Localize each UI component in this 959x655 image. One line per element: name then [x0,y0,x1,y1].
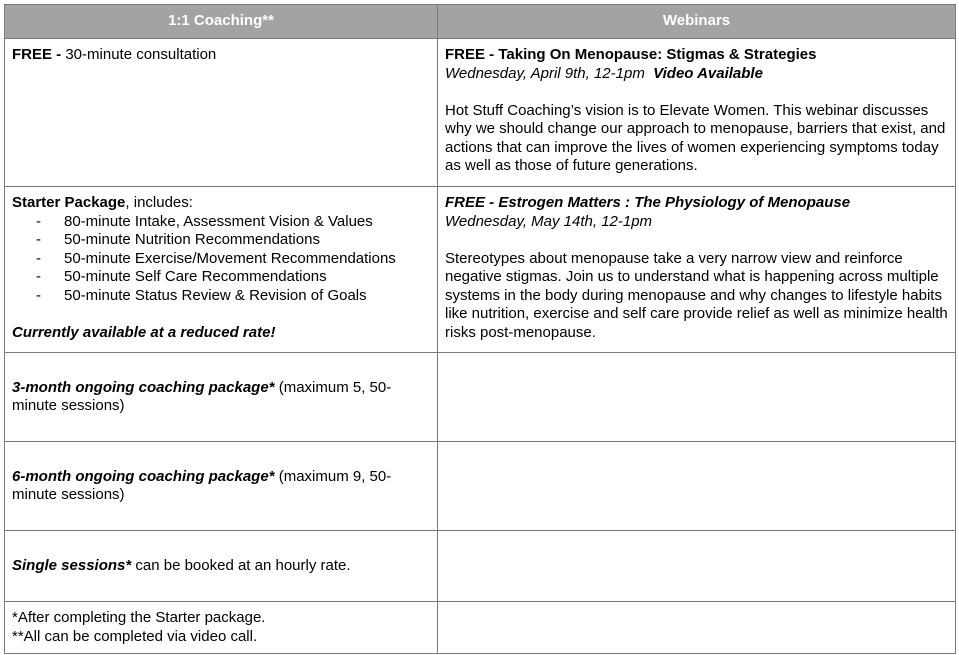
six-month-package-text: (maximum 9, 50-minute sessions) [12,467,392,503]
starter-package-title: Starter Package [12,194,126,211]
reduced-rate-note: Currently available at a reduced rate! [12,323,276,341]
consultation-prefix: FREE - [12,46,62,63]
webinar-2-cell [438,187,956,353]
webinar-2-date: Wednesday, May 14th, 12-1pm [445,212,653,230]
single-sessions-text: can be booked at an hourly rate. [131,556,351,574]
services-table [4,4,956,654]
six-month-package-cell [5,442,438,531]
single-sessions-cell [5,531,438,602]
table-row [5,353,956,442]
webinar-1-description: Hot Stuff Coaching’s vision is to Elevate Women. This webinar discusses why we should change our approach to menopause, barriers that exist, and actions that can improve the lives of women experiencing symptoms today as well as those of future generations. [445,101,946,174]
list-item: - 50-minute Self Care Recommendations [31,268,430,287]
webinar-1-title: FREE - Taking On Menopause: Stigmas & Strategies [445,46,817,63]
empty-cell [438,353,956,442]
starter-package-cell [5,187,438,353]
table-row [5,442,956,531]
six-month-package-title: 6-month ongoing coaching package* [12,467,275,485]
empty-cell [438,531,956,602]
webinar-1-video-badge: Video Available [653,64,763,82]
webinars-header: Webinars [438,5,956,39]
three-month-package-cell [5,353,438,442]
empty-cell [438,442,956,531]
header-row [5,5,956,39]
consultation-text: 30-minute consultation [61,46,217,63]
table-row [5,187,956,353]
table-row [5,39,956,187]
webinar-1-date: Wednesday, April 9th, 12-1pm [445,64,645,82]
footnote-starter: *After completing the Starter package. [12,609,266,626]
footnotes-cell [5,602,438,654]
webinar-1-cell [438,39,956,187]
footnote-video-call: **All can be completed via video call. [12,627,258,645]
webinar-2-title: FREE - Estrogen Matters : The Physiology of Menopause [445,194,851,211]
table-row [5,602,956,654]
coaching-header: 1:1 Coaching** [5,5,438,39]
list-item: - 50-minute Nutrition Recommendations [31,231,430,250]
three-month-package-title: 3-month ongoing coaching package* [12,378,275,396]
webinar-2-description: Stereotypes about menopause take a very narrow view and reinforce negative stigmas. Join us to understand what is happening across multiple systems in the body during menopause and why changes to lifestyle habits like nutrition, exercise and self care provide relief as well as minimize health risks post-menopause. [445,249,948,341]
table-row [5,531,956,602]
list-item: - 50-minute Exercise/Movement Recommendations [31,250,430,269]
starter-package-suffix: , includes: [125,194,193,211]
single-sessions-title: Single sessions* [12,556,132,574]
list-item: - 50-minute Status Review & Revision of Goals [31,287,430,306]
empty-cell [438,602,956,654]
list-item: - 80-minute Intake, Assessment Vision & Values [31,213,430,232]
three-month-package-text: (maximum 5, 50-minute sessions) [12,378,392,414]
consultation-cell [5,39,438,187]
starter-package-list [12,213,430,306]
